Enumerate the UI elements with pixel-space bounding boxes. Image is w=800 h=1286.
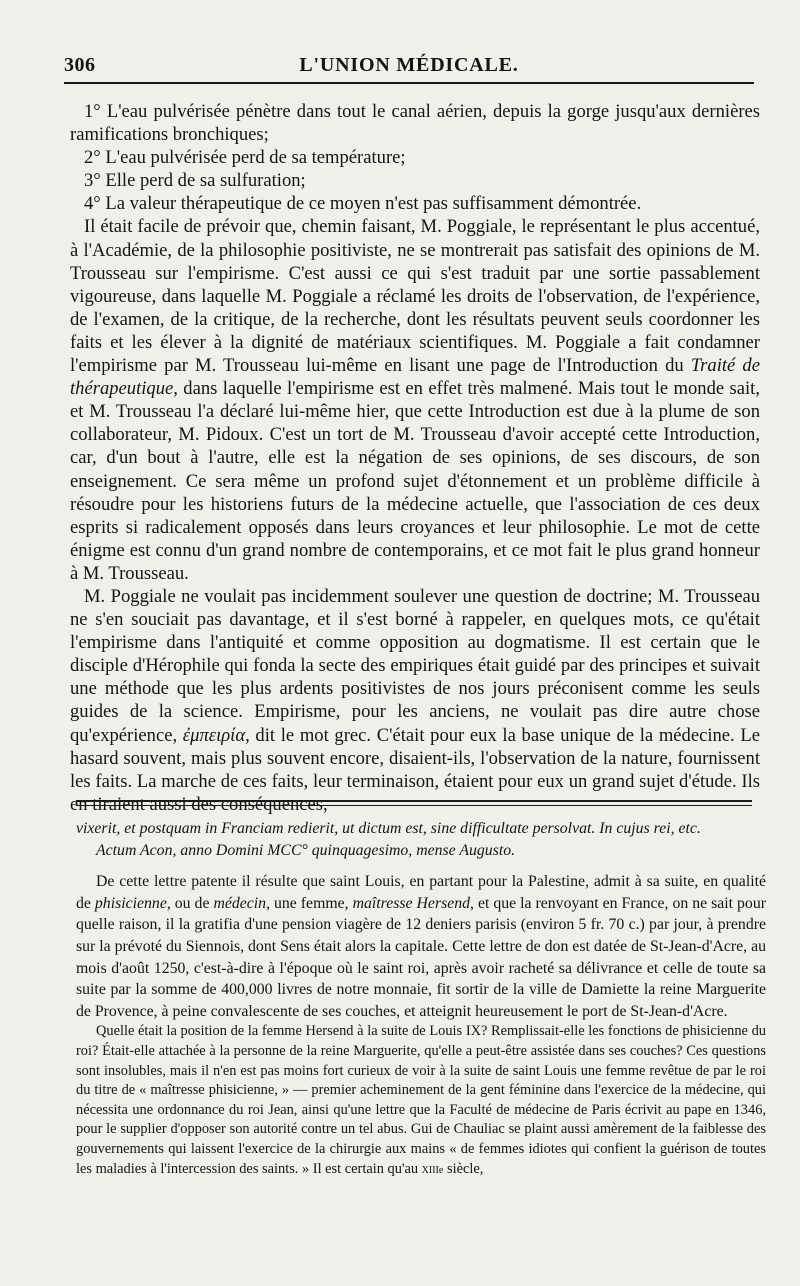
paragraph-text: , dit le mot grec. C'était pour eux la base unique de la médecine. Le hasard souvent, mais plus souvent encore, disaient-ils, l'observation de la nature, fournissent les faits. La marche de ces faits, leur terminaison, étaient pour eux un grand sujet d'étude. Ils en tiraient aussi des conséquences, <box>70 724 760 815</box>
header-rule <box>64 82 754 84</box>
paragraph-text: M. Poggiale ne voulait pas incidemment soulever une question de doctrine; M. Trousseau ne s'en souciait pas davantage, et il s'est borné à rappeler, en quelques mots, ce qu'était l'empirisme dans l'antiquité et comme opposition au dogmatisme. Il est certain que le disciple d'Hérophile qui fonda la secte des empiriques était guidé par des principes et suivait une méthode que les plus ardents positivistes de nos jours préconisent comme les seuls guides de la science. Empirisme, pour les anciens, ne voulait pas dire autre chose qu'expérience, <box>70 585 760 746</box>
page-header <box>64 52 754 82</box>
separator-thin-line <box>76 805 752 806</box>
paragraph-text: siècle, <box>443 1160 484 1177</box>
list-item-3: 3° Elle perd de sa sulfuration; <box>84 170 306 192</box>
list-item-1: 1° L'eau pulvérisée pénètre dans tout le canal aérien, depuis la gorge jusqu'aux dernières ramifications bronchiques; <box>70 101 760 146</box>
feuilleton-section <box>76 818 766 1180</box>
century-superscript: e <box>438 1164 444 1176</box>
paragraph-text: , ou de <box>166 894 214 912</box>
paragraph-text: Quelle était la position de la femme Hersend à la suite de Louis IX? Remplissait-elle les fonctions de phisicienne du roi? Était-elle attachée à la personne de la reine Marguerite, qu'elle a peut-être assistée dans ses couches? Ces questions sont insolubles, mais il n'en est pas moins fort curieux de voir à la suite de saint Louis une femme revêtue de par le roi du titre de « maîtresse phisicienne, » — premier acheminement de la gent féminine dans l'exercice de la médecine, qui nécessita une ordonnance du roi Jean, ainsi qu'une lettre que la Faculté de médecine de Paris écrivit au pape en 1346, pour le supplier d'opposer son autorité contre un tel abus. Gui de Chauliac se plaint aussi amèrement de la faiblesse des gouvernements qui laissent l'exercice de la chirurgie aux mains « de femmes idiotes qui confient la guérison de toutes les maladies à l'intercession des saints. » Il est certain qu'au <box>76 1023 766 1177</box>
list-item-4: 4° La valeur thérapeutique de ce moyen n'est pas suffisamment démontrée. <box>84 193 642 215</box>
feuilleton-paragraph-2 <box>76 1022 766 1180</box>
paragraph-doctrine <box>70 585 760 816</box>
paragraph-text: , dans laquelle l'empirisme est en effet très malmené. Mais tout le monde sait, et M. Trousseau l'a déclaré lui-même hier, que cette Introduction est due à la plume de son collaborateur, M. Pidoux. C'est un tort de M. Trousseau d'avoir accepté cette Introduction, car, d'un bout à l'autre, elle est la négation de ses opinions, de ses discours, de son enseignement. Ce sera même un profond sujet d'étonnement et un problème difficile à résoudre pour les historiens futurs de la médecine actuelle, que l'association de ces deux esprits si radicalement opposés dans leurs croyances et leur philosophie. Le mot de cette énigme est connu d'un grand nombre de contemporains, et ce mot fait le plus grand honneur à M. Trousseau. <box>70 378 760 584</box>
italic-term: phisicienne <box>94 894 167 912</box>
century-numeral: xiii <box>421 1160 439 1177</box>
paragraph-text: Il était facile de prévoir que, chemin faisant, M. Poggiale, le représentant le plus accentué, à l'Académie, de la philosophie positiviste, ne se montrerait pas satisfait des opinions de M. Trousseau sur l'empirisme. C'est aussi ce qui s'est traduit par une sortie passablement vigoureuse, dans laquelle M. Poggiale a réclamé les droits de l'observation, de l'expérience, de l'examen, de la critique, de la recherche, dont les résultats peuvent seuls coordonner les faits et les élever à la dignité de matériaux scientifiques. M. Poggiale a fait condamner l'empirisme par M. Trousseau lui-même en lisant une page de l'Introduction du <box>70 216 760 377</box>
italic-term: maîtresse Hersend <box>352 894 471 912</box>
separator-thick-line <box>76 800 752 802</box>
running-title: L'UNION MÉDICALE. <box>299 54 519 76</box>
book-title: Traité de thérapeutique <box>70 355 760 400</box>
paragraph-text: , et que la renvoyant en France, on ne sait pour quelle raison, il la gratifia d'une pension viagère de 12 deniers parisis (environ 5 fr. 70 c.) par jour, à prendre sur la prévoté du Siennois, dont Sens était alors la capitale. Cette lettre de don est datée de St-Jean-d'Acre, au mois d'août 1250, c'est-à-dire à l'époque où le saint roi, après avoir racheté sa délivrance et celle de toute sa suite par la somme de 400,000 livres de notre monnaie, fit sortir de la ville de Damiette la reine Marguerite de Provence, à peine convalescente de ses couches, et atteignit heureusement le port de St-Jean-d'Acre. <box>76 894 766 1020</box>
paragraph-text: De cette lettre patente il résulte que saint Louis, en partant pour la Palestine, admit à sa suite, en qualité de <box>76 873 766 912</box>
italic-term: médecin <box>213 894 267 912</box>
feuilleton-separator <box>76 800 752 808</box>
latin-dating: Actum Acon, anno Domini MCC° quinquagesimo, mense Augusto. <box>96 841 516 859</box>
feuilleton-paragraph-1 <box>76 871 766 1022</box>
page-number: 306 <box>64 54 96 76</box>
greek-word: ἐμπειρία <box>182 724 246 746</box>
paragraph-poggiale-empirism <box>70 215 760 585</box>
paragraph-text: , une femme, <box>266 894 353 912</box>
latin-quote: vixerit, et postquam in Franciam redierit, ut dictum est, sine difficultate persolvat. In cujus rei, etc. <box>76 820 701 837</box>
list-item-2: 2° L'eau pulvérisée perd de sa température; <box>84 147 406 169</box>
main-article <box>70 100 760 816</box>
